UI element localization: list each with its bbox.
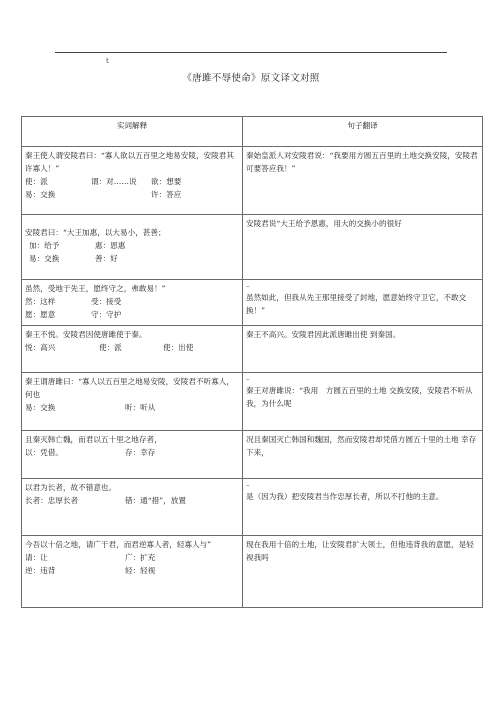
table-row: [22, 536, 483, 608]
translation-text: 秦王对唐雎说：“我用 方圆五百里的土地 交换安陵，安陵君不听从我，为什么呢: [246, 386, 473, 408]
vocab-cell: [22, 373, 243, 431]
term-list: [25, 175, 239, 201]
term: 广：扩充: [125, 553, 156, 562]
vocab-cell: [22, 431, 243, 479]
term: 守：守护: [91, 310, 122, 319]
translation-cell: [243, 280, 483, 326]
term: 使：派: [99, 343, 122, 352]
translation-text: 现在我用十倍的土地，让安陵君扩大领土，但他违背我的意愿，是轻视我吗: [246, 540, 474, 562]
row-mark: –: [246, 375, 250, 383]
term: [91, 188, 149, 201]
term: 请：让: [25, 553, 48, 562]
term: 谓：对……说: [91, 177, 137, 186]
term: 使：派: [25, 177, 48, 186]
term: 使：出使: [163, 343, 194, 352]
translation-cell: [243, 215, 483, 280]
term: 以：凭借。: [25, 448, 63, 457]
translation-text: 安陵君说“大王给予恩惠，用大的交换小的很好: [246, 219, 402, 228]
translation-cell: [243, 147, 483, 215]
term: 易：交换: [25, 190, 56, 199]
header-rule: [55, 52, 447, 53]
table-row: [22, 280, 483, 326]
row-mark: –: [246, 282, 250, 290]
term: 逆：违背: [25, 566, 56, 575]
term: 许：答应: [151, 190, 182, 199]
term: [155, 252, 239, 265]
term: 受：接受: [91, 297, 122, 306]
term-list: [25, 401, 239, 414]
term-list: [25, 295, 239, 321]
translation-text: 况且秦国灭亡韩国和魏国，然而安陵君却凭借方圆五十里的土地 幸存下来，: [246, 435, 477, 457]
term: 惠：恩惠: [95, 241, 126, 250]
source-text: 虽然，受地于先王，愿终守之，弗敢易！”: [25, 284, 166, 293]
translation-text: 秦王不高兴。安陵君因此派唐雎出使 到秦国。: [246, 330, 401, 339]
table-row: [22, 431, 483, 479]
term-list: [25, 239, 239, 265]
translation-cell: [243, 431, 483, 479]
source-text: 以君为长者，故不错意也。: [25, 483, 117, 492]
header-vocab: 实词解释: [22, 117, 243, 147]
term: 长者：忠厚长者: [25, 496, 79, 505]
term: 欲：想要: [151, 177, 182, 186]
vocab-translation-table: [21, 116, 483, 608]
term-list: [25, 551, 239, 577]
table-row: [22, 326, 483, 373]
source-text: 秦王谓唐雎曰：“寡人以五百里之地易安陵，安陵君不听寡人，何也: [25, 377, 234, 399]
table-row: [22, 479, 483, 536]
term: 易：交换: [25, 403, 56, 412]
term: 错：通“措”，放置: [125, 496, 186, 505]
vocab-cell: [22, 479, 243, 536]
term: [151, 308, 239, 321]
term: 善：好: [95, 254, 118, 263]
vocab-cell: [22, 536, 243, 608]
term: 存：幸存: [125, 448, 156, 457]
term: 易：交换: [29, 254, 60, 263]
translation-cell: [243, 373, 483, 431]
source-text: 今吾以十倍之地，请广于君，而君逆寡人者，轻寡人与”: [25, 540, 212, 549]
source-text: 秦王使人谓安陵君曰：“寡人欲以五百里之地易安陵，安陵君其许寡人！”: [25, 151, 234, 173]
term-list: [25, 494, 239, 507]
row-mark: –: [246, 481, 250, 489]
translation-cell: [243, 536, 483, 608]
translation-cell: [243, 479, 483, 536]
translation-text: 秦始皇派人对安陵君说：“我要用方圆五百里的土地交换安陵，安陵君可要答应我！”: [246, 151, 478, 173]
document-title: 《唐雎不辱使命》原文译文对照: [182, 73, 320, 84]
term: 悦：高兴: [25, 343, 56, 352]
header-translation: 句子翻译: [243, 117, 483, 147]
translation-text: 是（因为我）把安陵君当作忠厚长者，所以不打他的主意。: [246, 492, 444, 501]
term: [155, 239, 239, 252]
table-row: [22, 215, 483, 280]
vocab-cell: [22, 215, 243, 280]
source-text: 且秦灭韩亡魏，而君以五十里之地存者，: [25, 435, 162, 444]
term: 加：给予: [29, 241, 60, 250]
vocab-cell: [22, 147, 243, 215]
term-list: [25, 446, 239, 459]
vocab-cell: [22, 280, 243, 326]
vocab-cell: [22, 326, 243, 373]
translation-text: 虽然如此，但我从先王那里接受了封地，愿意始终守卫它，不敢交换！”: [246, 293, 467, 315]
term: 然：这样: [25, 297, 56, 306]
source-text: 安陵君曰：“大王加惠，以大易小，甚善；: [25, 228, 166, 237]
table-header-row: [22, 117, 483, 147]
term: [151, 295, 239, 308]
table-row: [22, 373, 483, 431]
term-list: [25, 341, 239, 354]
header-mark: t: [106, 57, 109, 65]
term: 听：听从: [125, 403, 156, 412]
translation-cell: [243, 326, 483, 373]
table-row: [22, 147, 483, 215]
source-text: 秦王不悦。安陵君因使唐雎使于秦。: [25, 330, 147, 339]
term: 愿：愿意: [25, 310, 56, 319]
term: 轻：轻视: [125, 566, 156, 575]
